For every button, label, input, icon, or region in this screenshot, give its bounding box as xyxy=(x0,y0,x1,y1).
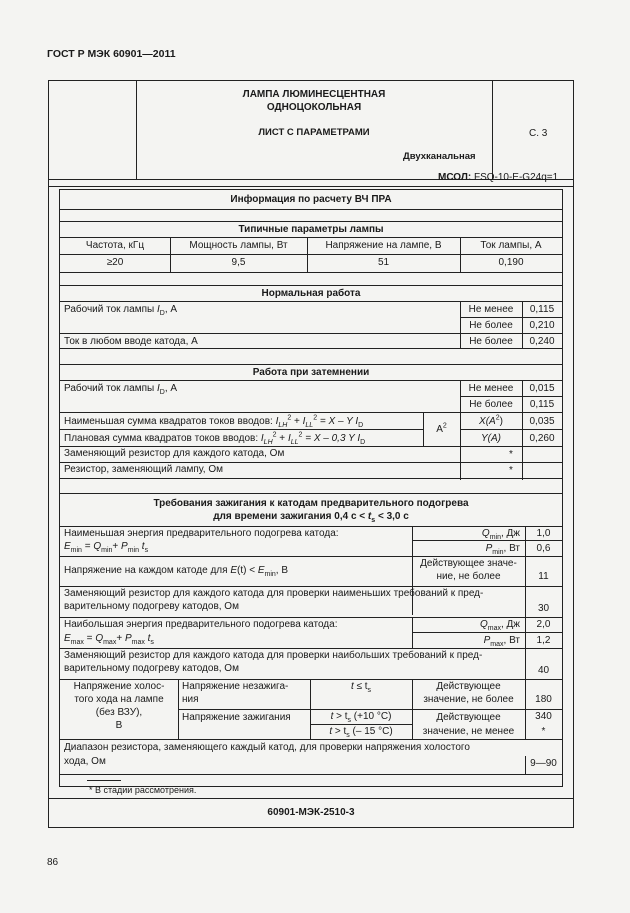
emax-formula: $E_{max} = Q_{max}+ P_{max}$ $t_s$ xyxy=(64,633,154,646)
pmin-value: 0,6 xyxy=(536,543,551,554)
cathode-voltage-label: Напряжение на каждом катоде для $E(t) < E_{min}$, В xyxy=(64,565,289,578)
ignition-title-2: для времени зажигания 0,4 $с < t_s < 3,0$ с xyxy=(213,511,409,524)
title-line-1: ЛАМПА ЛЮМИНЕСЦЕНТНАЯ xyxy=(242,89,386,100)
qmin-label: $Q_{min}$, Дж xyxy=(481,528,520,541)
x-coefficient-label: $X(A^2)$ xyxy=(479,414,503,427)
dimming-min-label: Не менее xyxy=(468,383,514,394)
ocv-label-2: того хода на лампе xyxy=(74,694,164,705)
res-max-value: 40 xyxy=(537,665,550,676)
cathode-value: 0,240 xyxy=(529,336,555,347)
document-standard: ГОСТ Р МЭК 60901—2011 xyxy=(47,48,176,60)
divider xyxy=(49,798,573,799)
page-reference: С. 3 xyxy=(529,128,548,139)
value-frequency: ≥20 xyxy=(106,257,124,268)
normal-max-label: Не более xyxy=(469,320,513,331)
dimming-min-value: 0,015 xyxy=(529,383,555,394)
ign-value-2: * xyxy=(541,726,546,737)
typical-title: Типичные параметры лампы xyxy=(238,224,384,235)
pmax-value: 1,2 xyxy=(536,635,551,646)
dimming-work-current-label: Рабочий ток лампы $I_D$, А xyxy=(64,383,178,396)
nonign-limit-2: значение, не более xyxy=(423,694,514,705)
normal-work-current-label: Рабочий ток лампы $I_D$, А xyxy=(64,304,178,317)
dimming-title: Работа при затемнении xyxy=(252,367,370,378)
value-current: 0,190 xyxy=(498,257,524,268)
pmin-label: $P_{min}$, Вт xyxy=(485,543,520,556)
footer-code: 60901-МЭК-2510-3 xyxy=(267,807,355,818)
y-coefficient-label: Y(A) xyxy=(481,433,501,444)
footnote: * В стадии рассмотрения. xyxy=(89,785,197,795)
nonign-label-2: ния xyxy=(182,694,199,705)
ocv-label-4: В xyxy=(115,720,123,731)
unit-a2: $A^2$ xyxy=(436,422,447,435)
nonign-condition: $t \le t_s$ xyxy=(350,681,372,694)
header-frequency: Частота, кГц xyxy=(85,240,145,251)
resistor-lamp-label: Резистор, заменяющий лампу, Ом xyxy=(64,464,223,475)
qmax-label: $Q_{max}$, Дж xyxy=(479,619,520,632)
resistor-cathode-label: Заменяющий резистор для каждого катода, Ом xyxy=(64,448,285,459)
nonign-value: 180 xyxy=(535,694,552,705)
res-min-value: 30 xyxy=(537,603,550,614)
emax-label: Наибольшая энергия предварительного подогрева катода: xyxy=(64,619,338,630)
ign-limit-2: значение, не менее xyxy=(422,726,515,737)
res-min-label-2: варительному подогреву катодов, Ом xyxy=(64,601,239,612)
range-label-1: Диапазон резистора, заменяющего каждый катод, для проверки напряжения холостого xyxy=(64,742,470,753)
ign-condition-2: $t > t_s$ (– 15 °С) xyxy=(329,726,393,739)
range-label-2: хода, Ом xyxy=(64,756,106,767)
sum-min-label: Наименьшая сумма квадратов токов вводов: $I_{LH}^2 + I_{LL}^2 = X - Y$ $I_D$ xyxy=(64,414,364,429)
resistor-lamp-value: * xyxy=(509,465,513,476)
ign-limit-1: Действующее xyxy=(436,712,501,723)
msol-designation: МСОЛ: FSQ-10-E-G24q=1 xyxy=(438,172,559,183)
ocv-label-3: (без ВЗУ), xyxy=(95,707,143,718)
divider xyxy=(49,186,573,187)
cathode-voltage-limit-2: ние, не более xyxy=(436,571,501,582)
x-coefficient-value: 0,035 xyxy=(529,416,555,427)
parameter-sheet-frame xyxy=(48,80,574,828)
res-max-label-1: Заменяющий резистор для каждого катода для проверки наибольших требований к пред- xyxy=(64,650,483,661)
title-line-2: ОДНОЦОКОЛЬНАЯ xyxy=(266,102,362,113)
nonign-limit-1: Действующее xyxy=(436,681,501,692)
divider xyxy=(492,81,493,179)
emin-label: Наименьшая энергия предварительного подогрева катода: xyxy=(64,528,339,539)
y-coefficient-value: 0,260 xyxy=(529,433,555,444)
pmax-label: $P_{max}$, Вт xyxy=(483,635,520,648)
cathode-voltage-limit-1: Действующее значе- xyxy=(420,558,517,569)
ign-value-1: 340 xyxy=(535,711,552,722)
res-max-label-2: варительному подогреву катодов, Ом xyxy=(64,663,239,674)
header-current: Ток лампы, А xyxy=(480,240,542,251)
emin-formula: $E_{min} = Q_{min}+ P_{min}$ $t_s$ xyxy=(64,541,149,554)
ign-label: Напряжение зажигания xyxy=(182,712,291,723)
ignition-title-1: Требования зажигания к катодам предварительного подогрева xyxy=(153,498,469,509)
ocv-label-1: Напряжение холос- xyxy=(73,681,165,692)
dimming-max-label: Не более xyxy=(469,399,513,410)
normal-min-value: 0,115 xyxy=(529,304,555,315)
parameters-table xyxy=(59,189,563,787)
ign-condition-1: $t > t_s$ (+10 °С) xyxy=(330,711,392,724)
sum-plan-label: Плановая сумма квадратов токов вводов: $I_{LH}^2 + I_{LL}^2 = X - 0,3$ Y $I_D$ xyxy=(64,431,366,446)
resistor-cathode-value: * xyxy=(509,449,513,460)
cathode-limit: Не более xyxy=(469,336,513,347)
qmax-value: 2,0 xyxy=(536,619,551,630)
normal-min-label: Не менее xyxy=(468,304,514,315)
info-title: Информация по расчету ВЧ ПРА xyxy=(230,194,392,205)
value-voltage: 51 xyxy=(377,257,390,268)
normal-title: Нормальная работа xyxy=(261,288,361,299)
qmin-value: 1,0 xyxy=(536,528,551,539)
header-voltage: Напряжение на лампе, В xyxy=(325,240,442,251)
normal-max-value: 0,210 xyxy=(529,320,555,331)
res-min-label-1: Заменяющий резистор для каждого катода для проверки наименьших требований к пред- xyxy=(64,588,484,599)
range-value: 9—90 xyxy=(530,758,557,769)
cathode-current-label: Ток в любом вводе катода, А xyxy=(64,336,198,347)
header-power: Мощность лампы, Вт xyxy=(189,240,288,251)
nonign-label-1: Напряжение незажига- xyxy=(182,681,289,692)
dimming-max-value: 0,115 xyxy=(529,399,555,410)
page-number: 86 xyxy=(47,857,59,868)
variant-label: Двухканальная xyxy=(403,151,476,162)
sheet-title: ЛИСТ С ПАРАМЕТРАМИ xyxy=(258,127,370,138)
value-power: 9,5 xyxy=(231,257,246,268)
footnote-rule xyxy=(87,780,121,781)
cathode-voltage-value: 11 xyxy=(538,571,549,582)
